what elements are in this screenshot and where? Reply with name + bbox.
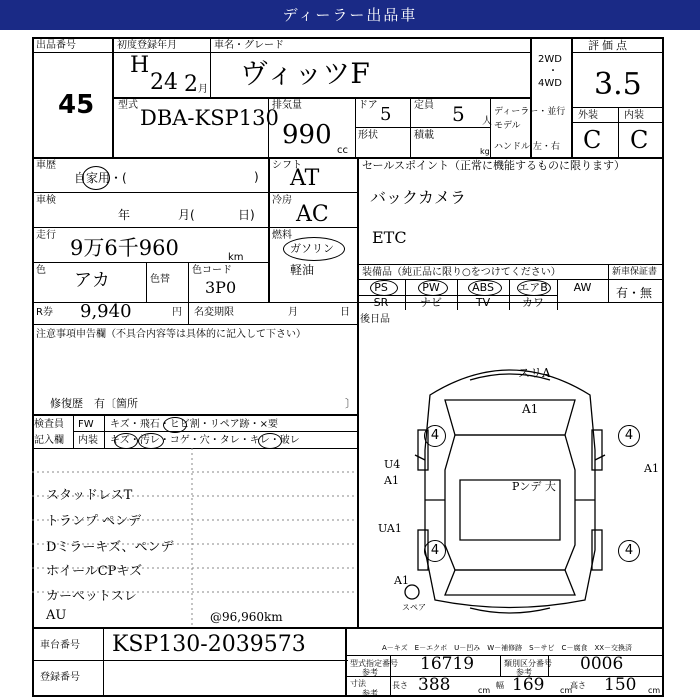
interior-circle-3 <box>258 433 282 449</box>
divider <box>32 660 348 661</box>
inspector-note-4: ホイールCPキズ <box>46 564 143 579</box>
history-circle <box>82 166 110 190</box>
equip-leather: カワ <box>522 296 544 309</box>
reg-month: 2 <box>184 72 198 97</box>
handle-label: ハンドル 左・右 <box>494 142 560 152</box>
divider <box>618 107 619 157</box>
interior-label: 内装 <box>624 110 644 121</box>
inspector-mileage-note: @96,960km <box>210 610 283 624</box>
shift-label: シフト <box>272 160 302 171</box>
tire-rl-mark: 4 <box>424 540 446 562</box>
fuel-label: 燃料 <box>272 230 292 241</box>
divider <box>112 52 532 53</box>
capacity-label: 定員 <box>414 100 434 111</box>
displacement-value: 990 <box>282 120 332 150</box>
later-items-label: 後日品 <box>360 314 390 325</box>
width-value: 169 <box>512 675 545 695</box>
plate-number-label: 登録番号 <box>40 672 80 683</box>
load-label: 積載 <box>414 130 434 141</box>
lot-number-value: 45 <box>58 90 95 120</box>
tire-rr-mark: 4 <box>618 540 640 562</box>
score-label: 評価点 <box>588 39 630 52</box>
name-change-month: 月 <box>288 307 298 318</box>
fuel-value: ガソリン <box>290 242 334 255</box>
divider <box>32 192 357 193</box>
score-value: 3.5 <box>594 67 642 102</box>
load-unit: kg <box>480 147 490 156</box>
fw-items: キズ・飛石・ヒビ割・リペア跡・×要 <box>110 419 278 430</box>
fw-label: FW <box>78 419 94 430</box>
equip-pw: PW <box>422 281 440 294</box>
width-label: 幅 <box>496 681 504 690</box>
doors-value: 5 <box>380 104 392 125</box>
class-number-sub: 参考 <box>516 668 532 677</box>
equip-aw: AW <box>573 281 592 294</box>
divider <box>500 655 501 676</box>
equip-tv: TV <box>475 296 491 309</box>
divider <box>357 264 664 265</box>
reg-year: 24 <box>150 70 178 95</box>
new-car-warranty-label: 新車保証書 <box>612 267 658 277</box>
divider <box>357 347 359 627</box>
aircon-value: AC <box>296 202 329 227</box>
divider <box>73 431 357 432</box>
inspection-year: 年 <box>118 208 131 222</box>
equip-abs: ABS <box>472 281 494 294</box>
dimensions-sub: 参考 <box>362 689 378 698</box>
car-name-label: 車名・グレード <box>214 40 284 51</box>
interior-value: C <box>630 126 649 154</box>
repair-history-label: 修復歴 有〔箇所 <box>50 397 138 410</box>
divider <box>112 97 530 99</box>
model-value: DBA-KSP130 <box>140 106 279 130</box>
reg-era: H <box>130 53 150 78</box>
spare-label: スペア <box>402 603 426 612</box>
equip-abs-circle <box>468 280 502 296</box>
drive-dot: ・ <box>548 66 558 77</box>
interior-circle-2 <box>138 433 164 449</box>
drive-2wd: 2WD <box>538 54 562 65</box>
interior-check-items: キズ・汚レ・コゲ・穴・タレ・キレ・破レ <box>110 435 300 446</box>
inspector-note-3: Dミラーキズ、ペンデ <box>46 540 174 555</box>
interior-check-label: 内装 <box>78 435 98 446</box>
fuel-alt: 軽油 <box>290 263 315 277</box>
notes-label: 注意事項申告欄（不具合内容等は具体的に記入して下さい） <box>36 329 306 340</box>
chassis-number-label: 車台番号 <box>40 640 80 651</box>
divider <box>32 414 357 416</box>
doors-label: ドア <box>358 100 378 111</box>
divider <box>104 414 105 448</box>
equip-sr: SR <box>373 296 389 309</box>
divider <box>32 52 112 53</box>
history-value: 自家用・( <box>74 171 127 185</box>
height-label: 高さ <box>570 681 586 690</box>
type-designation-value: 16719 <box>420 654 475 674</box>
mark-left-a1: A1 <box>384 474 399 487</box>
shape-label: 形状 <box>358 130 378 141</box>
color-value: アカ <box>74 270 110 291</box>
class-number-value: 0006 <box>580 654 624 674</box>
displacement-label: 排気量 <box>272 100 302 111</box>
capacity-value: 5 <box>452 102 465 126</box>
divider <box>530 37 532 157</box>
dimensions-label: 寸法 <box>350 679 366 688</box>
recycle-value: 9,940 <box>80 301 132 322</box>
color-change-label: 色替 <box>150 274 170 285</box>
history-label: 車歴 <box>36 160 56 171</box>
inspector-note-1: スタッドレスT <box>46 488 133 503</box>
tire-fr-mark: 4 <box>618 425 640 447</box>
model-label: 型式 <box>118 100 138 111</box>
divider <box>357 157 359 347</box>
mileage-value: 9万6千960 <box>70 236 179 260</box>
type-designation-sub: 参考 <box>362 668 378 677</box>
recycle-unit: 円 <box>172 307 182 318</box>
auction-banner <box>0 0 700 30</box>
name-change-label: 名変期限 <box>194 307 234 318</box>
sales-point-1: バックカメラ <box>370 188 467 207</box>
divider <box>490 97 491 157</box>
divider <box>32 227 357 228</box>
equip-airbag: エアB <box>518 281 548 294</box>
divider <box>32 627 664 629</box>
entry-label: 記入欄 <box>34 435 64 446</box>
inspector-note-5: カーペットスレ <box>46 589 137 604</box>
car-name-value: ヴィッツF <box>240 57 370 90</box>
aircon-label: 冷房 <box>272 195 292 206</box>
inspection-label: 車検 <box>36 195 56 206</box>
chassis-number-value: KSP130-2039573 <box>112 632 306 657</box>
divider <box>210 37 211 97</box>
divider <box>146 262 147 302</box>
exterior-value: C <box>583 126 602 154</box>
divider <box>188 262 189 302</box>
equip-ps: PS <box>374 281 388 294</box>
inspection-day: 日) <box>238 208 255 222</box>
class-number-label: 類別区分番号 <box>504 659 552 668</box>
fuel-circle <box>283 237 345 261</box>
divider <box>608 279 664 280</box>
tire-fl-mark: 4 <box>424 425 446 447</box>
divider <box>345 627 347 697</box>
color-label: 色 <box>36 265 46 276</box>
lot-number-label: 出品番号 <box>36 40 76 51</box>
mark-front-bumper: スリA <box>518 366 551 380</box>
height-value: 150 <box>604 675 637 695</box>
drive-4wd: 4WD <box>538 78 562 89</box>
inspection-month: 月( <box>178 208 195 222</box>
inspector-label: 検査員 <box>34 419 64 430</box>
exterior-label: 外装 <box>578 110 598 121</box>
mileage-label: 走行 <box>36 230 56 241</box>
divider <box>103 627 104 697</box>
history-close: ) <box>254 170 259 184</box>
mark-left-u4: U4 <box>384 458 401 471</box>
name-change-day: 日 <box>340 307 350 318</box>
shift-value: AT <box>290 166 320 191</box>
equipment-label: 装備品（純正品に限り○をつけてください） <box>362 267 561 278</box>
inspector-note-2: トランプ ペンデ <box>46 514 142 529</box>
type-designation-label: 型式指定番号 <box>350 659 398 668</box>
first-registration-label: 初度登録年月 <box>117 40 177 51</box>
mark-roof-center: Pンデ 大 <box>512 480 556 493</box>
length-unit: cm <box>478 686 491 695</box>
equip-navi: ナビ <box>420 296 442 309</box>
capacity-unit: 人 <box>482 116 492 127</box>
width-unit: cm <box>560 686 573 695</box>
divider <box>608 264 609 302</box>
length-value: 388 <box>418 675 451 695</box>
inspector-note-6: AU <box>46 608 67 623</box>
displacement-unit: cc <box>337 145 348 156</box>
divider <box>32 324 357 325</box>
model-sub-label: モデル <box>494 121 521 131</box>
recycle-label: R券 <box>36 307 53 318</box>
fw-circle <box>163 417 187 433</box>
divider <box>571 52 664 53</box>
equip-pw-circle <box>418 280 448 296</box>
banner-title: ディーラー出品車 <box>282 6 418 24</box>
mark-hood: A1 <box>522 402 539 416</box>
mark-left-ua1: UA1 <box>378 522 402 535</box>
length-label: 長さ <box>392 681 408 690</box>
color-code-value: 3P0 <box>205 278 237 297</box>
divider <box>268 157 270 302</box>
sales-point-2: ETC <box>372 228 407 247</box>
sales-points-label: セールスポイント（正常に機能するものに限ります） <box>362 159 626 172</box>
mark-rear-left: A1 <box>394 574 409 587</box>
mileage-unit: km <box>228 252 244 263</box>
interior-circle-1 <box>114 433 138 449</box>
dealer-label: ディーラー・並行 <box>494 107 566 117</box>
color-code-label: 色コード <box>192 265 232 276</box>
new-car-warranty-value: 有・無 <box>616 286 653 300</box>
height-unit: cm <box>648 686 661 695</box>
divider <box>355 127 490 128</box>
divider <box>571 37 573 157</box>
divider <box>188 302 189 324</box>
mark-right-a1: A1 <box>644 462 659 475</box>
damage-legend: A－キズ E－エクボ U－凹み W－補修跡 S－サビ C－腐食 XX－交換済 <box>382 644 633 652</box>
equip-airbag-circle <box>517 280 551 296</box>
repair-history-close: 〕 <box>345 397 356 410</box>
equip-ps-circle <box>370 280 398 296</box>
reg-month-unit: 月 <box>198 84 208 95</box>
